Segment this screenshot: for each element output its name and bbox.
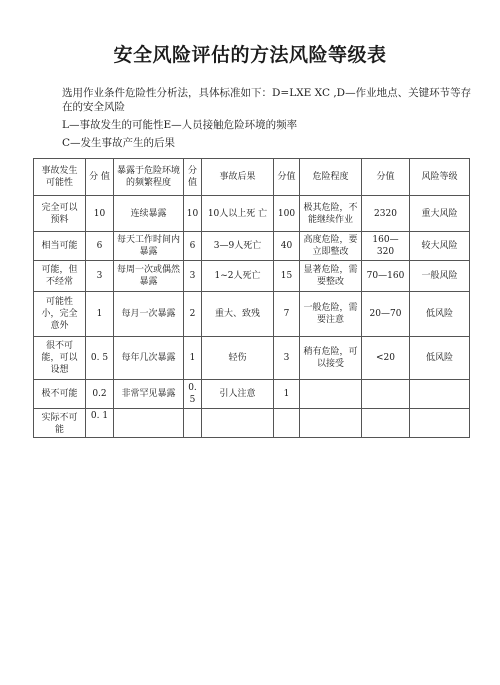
- table-cell: 10: [184, 196, 202, 232]
- page-title: 安全风险评估的方法风险等级表: [113, 44, 387, 66]
- risk-level-table: [33, 158, 470, 438]
- table-cell: 可能性 小，完全 意外: [34, 292, 86, 337]
- table-cell: 0. 1: [86, 409, 114, 438]
- table-cell: 高度危险，要立即整改: [300, 232, 362, 261]
- table-cell: 7: [274, 292, 300, 337]
- table-cell: [300, 380, 362, 409]
- table-cell: 相当可能: [34, 232, 86, 261]
- header-cell: 分值: [274, 159, 300, 196]
- table-cell: 每周一次或偶然暴露: [114, 261, 184, 292]
- table-cell: 可能，但 不经常: [34, 261, 86, 292]
- header-cell: 事故后果: [202, 159, 274, 196]
- table-cell: 1~2人死亡: [202, 261, 274, 292]
- table-row: [34, 292, 470, 337]
- table-cell: 低风险: [410, 292, 470, 337]
- table-cell: [114, 409, 184, 438]
- table-cell: 40: [274, 232, 300, 261]
- table-cell: 很不可 能，可以 设想: [34, 337, 86, 380]
- table-row: [34, 380, 470, 409]
- table-cell: [410, 380, 470, 409]
- table-cell: 引人注意: [202, 380, 274, 409]
- header-cell: 分值: [362, 159, 410, 196]
- table-cell: 一般风险: [410, 261, 470, 292]
- table-cell: [410, 409, 470, 438]
- table-cell: 3: [86, 261, 114, 292]
- table-cell: [274, 409, 300, 438]
- table-cell: [362, 409, 410, 438]
- table-cell: 每天工作时间内暴露: [114, 232, 184, 261]
- header-cell: 分 值: [86, 159, 114, 196]
- table-cell: 0.2: [86, 380, 114, 409]
- table-cell: 3: [274, 337, 300, 380]
- table-cell: 6: [184, 232, 202, 261]
- table-cell: 实际不可 能: [34, 409, 86, 438]
- intro-line-1: 选用作业条件危险性分析法，具体标准如下：D=LXE XC ,D—作业地点、关键环节等存在的安全风险: [62, 87, 472, 113]
- table-cell: 极不可能: [34, 380, 86, 409]
- header-cell: 危险程度: [300, 159, 362, 196]
- table-cell: 1: [86, 292, 114, 337]
- table-cell: 重大、致残: [202, 292, 274, 337]
- header-cell: 分值: [184, 159, 202, 196]
- header-cell: 事故发生 可能性: [34, 159, 86, 196]
- intro-text: [62, 86, 472, 154]
- table-cell: [362, 380, 410, 409]
- table-cell: 1: [184, 337, 202, 380]
- table-cell: 3—9人死亡: [202, 232, 274, 261]
- table-cell: 1: [274, 380, 300, 409]
- table-cell: 6: [86, 232, 114, 261]
- table-cell: 3: [184, 261, 202, 292]
- table-cell: 低风险: [410, 337, 470, 380]
- table-cell: 重大风险: [410, 196, 470, 232]
- table-cell: [300, 409, 362, 438]
- table-row: [34, 337, 470, 380]
- table-cell: 较大风险: [410, 232, 470, 261]
- table-cell: 完全可以 预料: [34, 196, 86, 232]
- table-cell: 2320: [362, 196, 410, 232]
- table-cell: 非常罕见暴露: [114, 380, 184, 409]
- table-header-row: [34, 159, 470, 196]
- table-row: [34, 196, 470, 232]
- table-cell: 10: [86, 196, 114, 232]
- intro-line-3: C—发生事故产生的后果: [62, 137, 176, 149]
- intro-line-2: L—事故发生的可能性E—人员接触危险环境的频率: [62, 119, 298, 131]
- table-cell: <20: [362, 337, 410, 380]
- table-cell: 每年几次暴露: [114, 337, 184, 380]
- table-row: [34, 261, 470, 292]
- header-cell: 风险等级: [410, 159, 470, 196]
- header-cell: 暴露于危险环境的频繁程度: [114, 159, 184, 196]
- table-cell: 20—70: [362, 292, 410, 337]
- table-cell: 稍有危险，可以接受: [300, 337, 362, 380]
- table-cell: 10人以上死 亡: [202, 196, 274, 232]
- table-cell: 连续暴露: [114, 196, 184, 232]
- table-cell: 每月一次暴露: [114, 292, 184, 337]
- table-cell: 100: [274, 196, 300, 232]
- table-cell: 显著危险，需要整改: [300, 261, 362, 292]
- table-cell: 0. 5: [86, 337, 114, 380]
- table-cell: 15: [274, 261, 300, 292]
- table-row: [34, 232, 470, 261]
- table-cell: 轻伤: [202, 337, 274, 380]
- table-cell: [184, 409, 202, 438]
- table-cell: [202, 409, 274, 438]
- table-row: [34, 409, 470, 438]
- table-cell: 2: [184, 292, 202, 337]
- table-cell: 一般危险，需要注意: [300, 292, 362, 337]
- table-cell: 极其危险，不能继续作业: [300, 196, 362, 232]
- table-cell: 160—320: [362, 232, 410, 261]
- table-cell: 0. 5: [184, 380, 202, 409]
- table-cell: 70—160: [362, 261, 410, 292]
